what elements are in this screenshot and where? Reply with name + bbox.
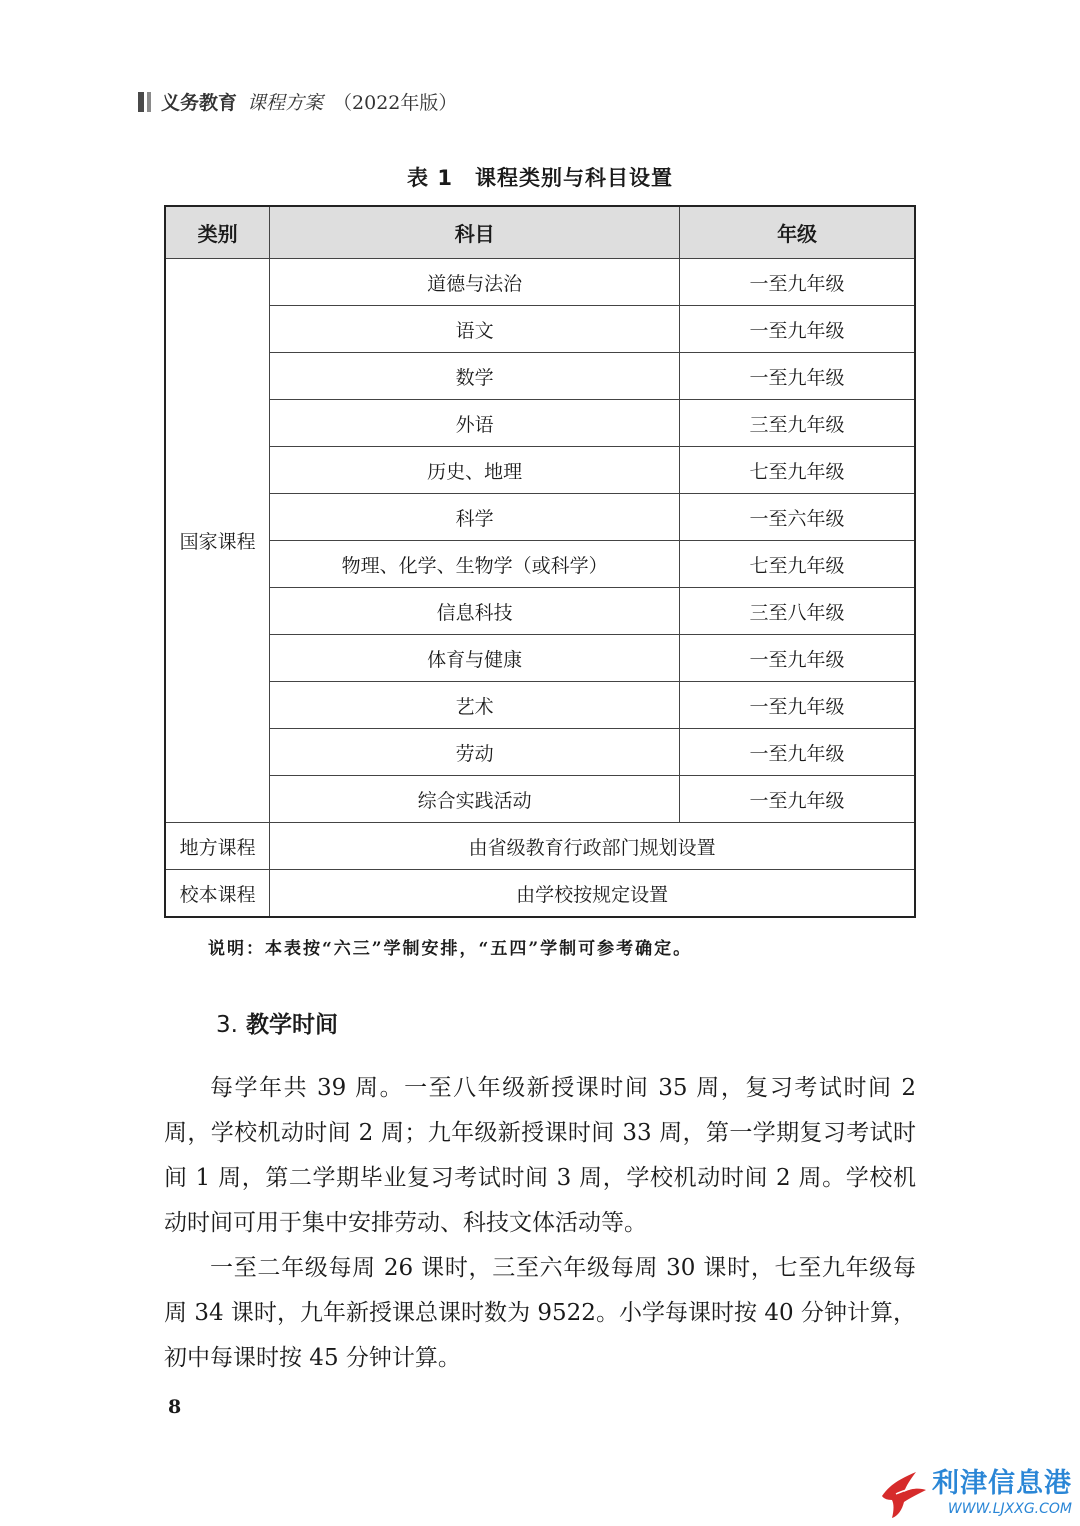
table-row	[165, 353, 915, 400]
table-caption-number: 表 1	[407, 166, 453, 190]
paragraph: 每学年共 39 周。一至八年级新授课时间 35 周，复习考试时间 2 周，学校机动时间 2 周；九年级新授课时间 33 周，第一学期复习考试时间 1 周，第二学期毕业复习考试时间 3 周，学校机动时间 2 周。学校机动时间可用于集中安排劳动、科技文体活动等。	[164, 1075, 916, 1236]
page-number: 8	[168, 1396, 182, 1418]
local-course-text: 由省级教育行政部门规划设置	[270, 823, 915, 870]
table-caption-title: 课程类别与科目设置	[474, 166, 673, 190]
subject-cell: 外语	[270, 400, 680, 447]
watermark-url: WWW.LJXXG.COM	[947, 1501, 1072, 1517]
grade-cell: 七至九年级	[680, 541, 915, 588]
header-book-title: 义务教育	[161, 92, 238, 114]
grade-cell: 一至六年级	[680, 494, 915, 541]
body-text	[164, 1066, 916, 1381]
header-category: 类别	[165, 206, 270, 259]
grade-cell: 一至九年级	[680, 729, 915, 776]
table-row	[165, 635, 915, 682]
section-heading	[216, 1006, 338, 1039]
grade-cell: 一至九年级	[680, 682, 915, 729]
table-row	[165, 776, 915, 823]
subject-cell: 科学	[270, 494, 680, 541]
running-header	[138, 88, 457, 115]
table-row	[165, 729, 915, 776]
watermark-name: 利津信息港	[932, 1468, 1072, 1499]
section-title: 教学时间	[245, 1012, 338, 1038]
table-row	[165, 541, 915, 588]
category-national: 国家课程	[165, 259, 270, 823]
table-row-local	[165, 823, 915, 870]
grade-cell: 七至九年级	[680, 447, 915, 494]
table-row	[165, 682, 915, 729]
section-number: 3.	[216, 1012, 238, 1038]
course-table	[164, 205, 916, 918]
grade-cell: 一至九年级	[680, 306, 915, 353]
subject-cell: 数学	[270, 353, 680, 400]
subject-cell: 历史、地理	[270, 447, 680, 494]
grade-cell: 三至八年级	[680, 588, 915, 635]
school-course-text: 由学校按规定设置	[270, 870, 915, 918]
table-caption	[0, 162, 1080, 192]
grade-cell: 一至九年级	[680, 776, 915, 823]
table-row	[165, 306, 915, 353]
subject-cell: 综合实践活动	[270, 776, 680, 823]
subject-cell: 体育与健康	[270, 635, 680, 682]
watermark	[876, 1466, 1072, 1520]
grade-cell: 一至九年级	[680, 259, 915, 306]
header-edition: （2022年版）	[333, 92, 458, 114]
subject-cell: 物理、化学、生物学（或科学）	[270, 541, 680, 588]
table-row	[165, 447, 915, 494]
table-row-school	[165, 870, 915, 918]
category-local: 地方课程	[165, 823, 270, 870]
subject-cell: 信息科技	[270, 588, 680, 635]
grade-cell: 三至九年级	[680, 400, 915, 447]
header-subject: 科目	[270, 206, 680, 259]
category-school: 校本课程	[165, 870, 270, 918]
grade-cell: 一至九年级	[680, 635, 915, 682]
table-row	[165, 588, 915, 635]
table-header-row	[165, 206, 915, 259]
table-row	[165, 400, 915, 447]
table-row	[165, 494, 915, 541]
paragraph: 一至二年级每周 26 课时，三至六年级每周 30 课时，七至九年级每周 34 课时，九年新授课总课时数为 9522。小学每课时按 40 分钟计算，初中每课时按 45 分钟计算。	[164, 1255, 916, 1371]
subject-cell: 劳动	[270, 729, 680, 776]
header-subtitle: 课程方案	[247, 92, 324, 114]
table-note: 说明：本表按“六三”学制安排，“五四”学制可参考确定。	[208, 939, 693, 959]
subject-cell: 道德与法治	[270, 259, 680, 306]
grade-cell: 一至九年级	[680, 353, 915, 400]
table-row	[165, 259, 915, 306]
subject-cell: 艺术	[270, 682, 680, 729]
subject-cell: 语文	[270, 306, 680, 353]
header-bars-icon	[138, 92, 151, 112]
header-grade: 年级	[680, 206, 915, 259]
bird-logo-icon	[876, 1466, 928, 1520]
